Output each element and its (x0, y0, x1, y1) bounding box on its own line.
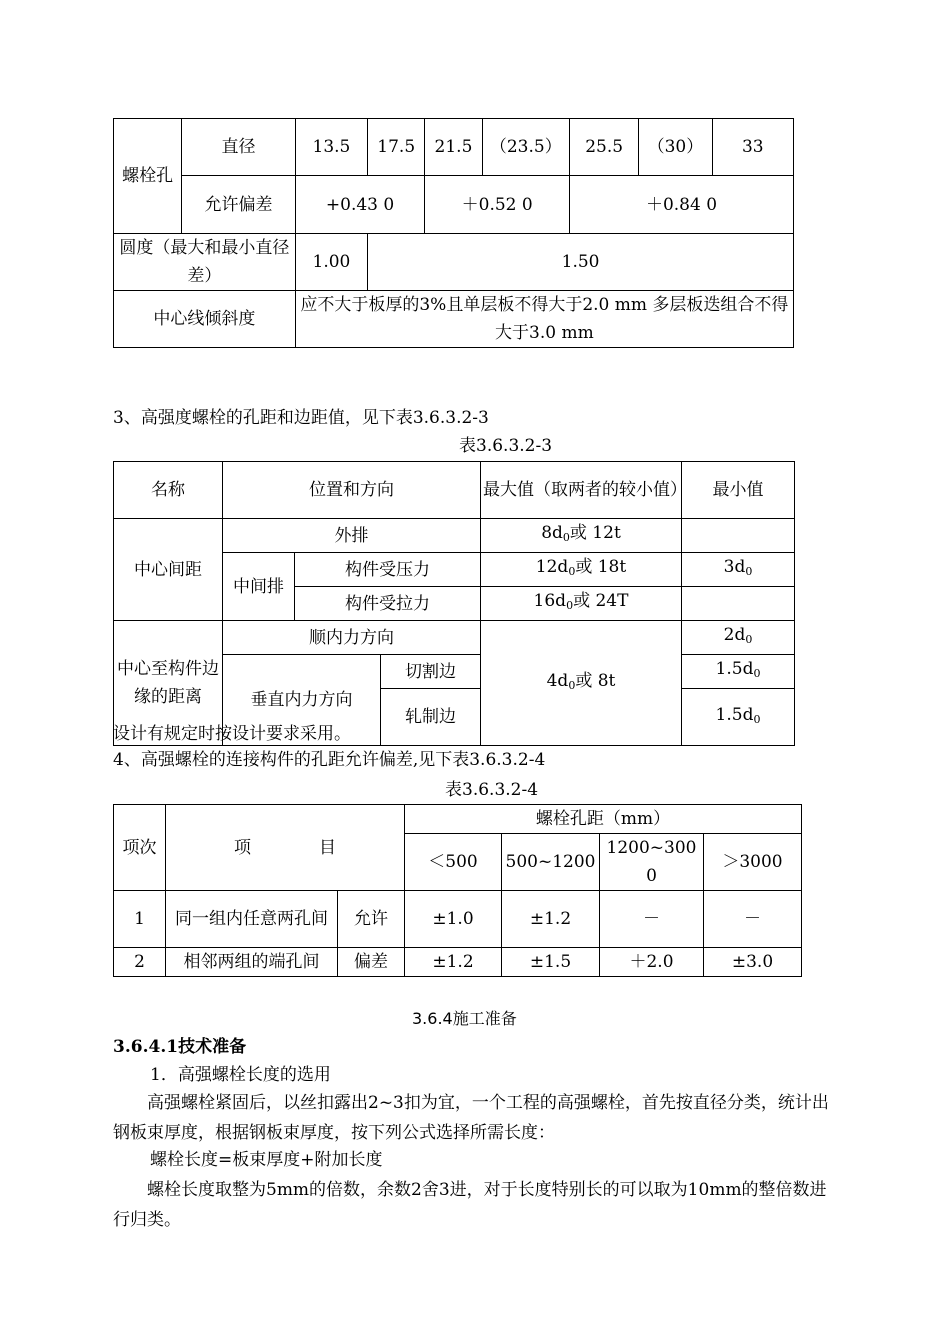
cut-min: $1.5d_0$ (682, 655, 795, 689)
col-header: ＜500 (405, 834, 502, 891)
row-value: ±3.0 (704, 948, 802, 977)
outer-min (682, 519, 795, 553)
bolt-hole-label: 螺栓孔 (114, 119, 182, 234)
section-heading: 3.6.4施工准备 (412, 1009, 517, 1028)
tolerance-cell: +0.43 0 (295, 176, 425, 234)
tolerance-label: 允许偏差 (182, 176, 296, 234)
tension-label: 构件受拉力 (295, 587, 481, 621)
row-value: － (704, 891, 802, 948)
header-position: 位置和方向 (223, 462, 481, 519)
row-value: ±1.5 (502, 948, 600, 977)
item-1: 1．高强螺栓长度的选用 (150, 1065, 331, 1085)
row-value: ±1.2 (502, 891, 600, 948)
tolerance-cell: ＋0.84 0 (569, 176, 793, 234)
diameter-cell: （30） (639, 119, 712, 176)
header-min: 最小值 (682, 462, 795, 519)
sub-heading: 3.6.4.1技术准备 (113, 1037, 247, 1057)
row-type: 偏差 (338, 948, 405, 977)
cut-edge-label: 切割边 (381, 655, 481, 689)
hole-tolerance-table (113, 118, 794, 348)
tension-min (682, 587, 795, 621)
outer-row-label: 外排 (223, 519, 481, 553)
table-2-caption: 表3.6.3.2-3 (459, 436, 553, 456)
row-item: 同一组内任意两孔间 (166, 891, 338, 948)
spacing-table (113, 461, 795, 746)
edge-max: $4d_0$或 8t (481, 621, 682, 746)
row-item: 相邻两组的端孔间 (166, 948, 338, 977)
row-type: 允许 (338, 891, 405, 948)
formula: 螺栓长度=板束厚度+附加长度 (150, 1150, 383, 1170)
header-item: 项 目 (166, 805, 405, 891)
center-spacing-label: 中心间距 (114, 519, 223, 621)
tilt-value: 应不大于板厚的3%且单层板不得大于2.0 mm 多层板迭组合不得大于3.0 mm (295, 291, 793, 348)
tilt-label: 中心线倾斜度 (114, 291, 296, 348)
roundness-cell: 1.00 (295, 234, 367, 291)
edge-distance-label: 中心至构件边缘的距离 (114, 621, 223, 746)
col-header: 1200~3000 (600, 834, 704, 891)
header-name: 名称 (114, 462, 223, 519)
section-4-text: 4、高强螺栓的连接构件的孔距允许偏差,见下表3.6.3.2-4 (113, 750, 546, 770)
section-3-text: 3、高强度螺栓的孔距和边距值，见下表3.6.3.2-3 (113, 408, 489, 428)
row-value: ±1.2 (405, 948, 502, 977)
row-no: 2 (114, 948, 166, 977)
col-header: 500~1200 (502, 834, 600, 891)
diameter-label: 直径 (182, 119, 296, 176)
row-value: － (600, 891, 704, 948)
table-3-caption: 表3.6.3.2-4 (445, 780, 539, 800)
roundness-cell: 1.50 (368, 234, 794, 291)
compression-min: $3d_0$ (682, 553, 795, 587)
outer-max: $8d_0$或 12t (481, 519, 682, 553)
paragraph-1: 高强螺栓紧固后，以丝扣露出2~3扣为宜，一个工程的高强螺栓，首先按直径分类，统计出钢板束厚度，根据钢板束厚度，按下列公式选择所需长度： (113, 1093, 829, 1143)
roundness-label: 圆度（最大和最小直径差） (114, 234, 296, 291)
tolerance-cell: ＋0.52 0 (425, 176, 570, 234)
diameter-cell: 25.5 (569, 119, 638, 176)
diameter-cell: （23.5） (482, 119, 569, 176)
diameter-cell: 33 (712, 119, 793, 176)
note-text: 设计有规定时按设计要求采用。 (113, 724, 351, 744)
col-header: ＞3000 (704, 834, 802, 891)
tension-max: $16d_0$或 24T (481, 587, 682, 621)
table-row (114, 891, 802, 948)
row-value: ±1.0 (405, 891, 502, 948)
compression-max: $12d_0$或 18t (481, 553, 682, 587)
middle-row-label: 中间排 (223, 553, 295, 621)
diameter-cell: 13.5 (295, 119, 367, 176)
rolled-min: $1.5d_0$ (682, 689, 795, 746)
header-no: 项次 (114, 805, 166, 891)
row-value: ＋2.0 (600, 948, 704, 977)
along-min: $2d_0$ (682, 621, 795, 655)
compression-label: 构件受压力 (295, 553, 481, 587)
header-max: 最大值（取两者的较小值） (481, 462, 682, 519)
along-force-label: 顺内力方向 (223, 621, 481, 655)
header-spacing: 螺栓孔距（mm） (405, 805, 802, 834)
diameter-cell: 21.5 (425, 119, 482, 176)
rolled-edge-label: 轧制边 (381, 689, 481, 746)
table-row (114, 948, 802, 977)
hole-spacing-deviation-table (113, 804, 802, 977)
row-no: 1 (114, 891, 166, 948)
perp-force-label: 垂直内力方向 (223, 655, 381, 746)
diameter-cell: 17.5 (368, 119, 425, 176)
paragraph-2: 螺栓长度取整为5mm的倍数，余数2舍3进，对于长度特别长的可以取为10mm的整倍数进行归类。 (113, 1180, 827, 1230)
